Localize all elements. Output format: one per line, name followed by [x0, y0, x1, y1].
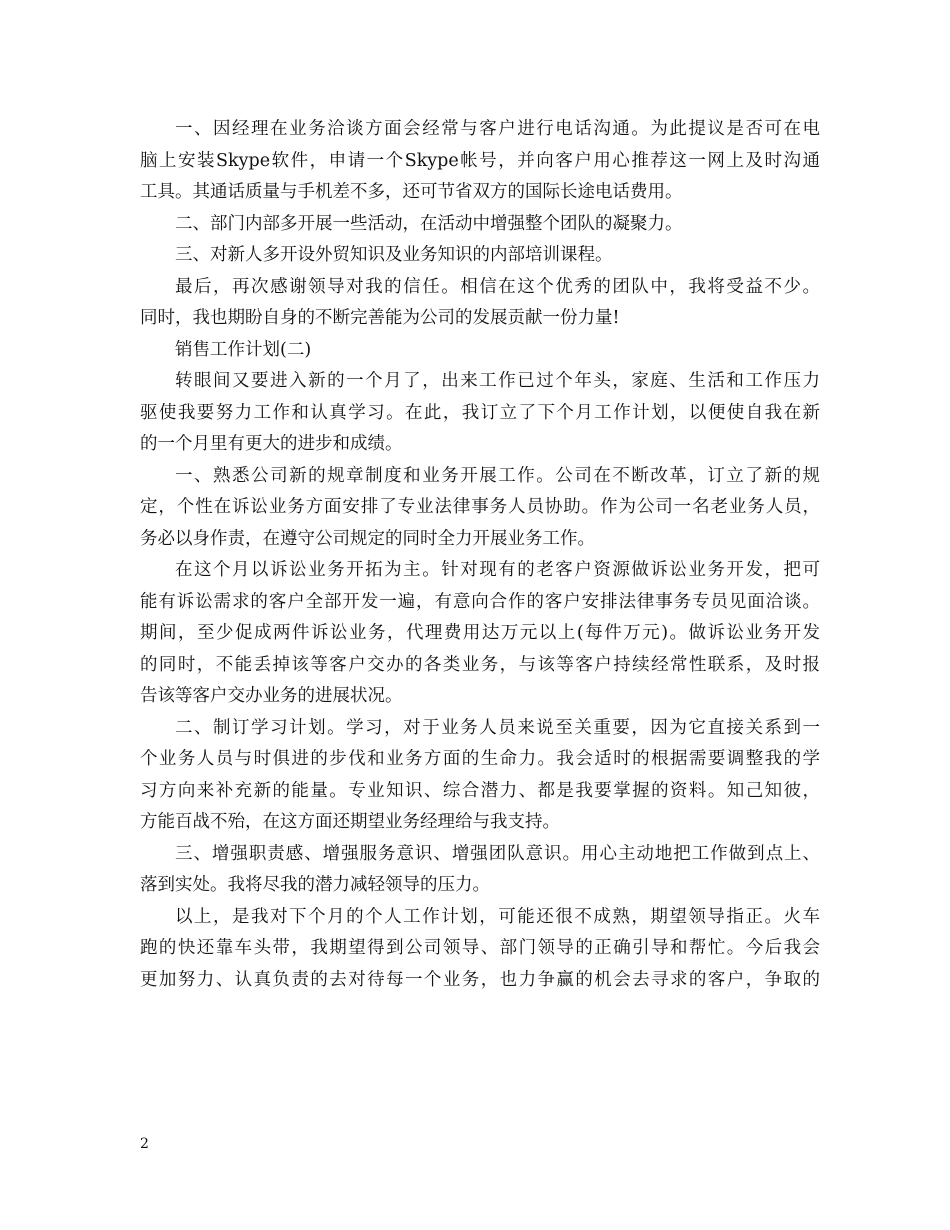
- page-number: 2: [140, 1136, 149, 1152]
- text-line: 在这个月以诉讼业务开拓为主。针对现有的老客户资源做诉讼业务开发，把可: [175, 560, 820, 580]
- text-line: 二、部门内部多开展一些活动，在活动中增强整个团队的凝聚力。: [175, 213, 683, 234]
- text-line: 落到实处。我将尽我的潜力减轻领导的压力。: [140, 875, 490, 895]
- paragraph-training-courses: [140, 240, 820, 272]
- text-line: 能有诉讼需求的客户全部开发一遍，有意向合作的客户安排法律事务专员见面洽谈。: [140, 591, 820, 612]
- paragraph-summary: [140, 902, 820, 997]
- text-line: 期间，至少促成两件诉讼业务，代理费用达万元以上(每件万元)。做诉讼业务开发: [140, 623, 820, 643]
- text-line: 三、对新人多开设外贸知识及业务知识的内部培训课程。: [175, 245, 613, 265]
- document-body: [140, 114, 820, 996]
- paragraph-introduction: [140, 366, 820, 461]
- text-line: 习方向来补充新的能量。专业知识、综合潜力、都是我要掌握的资料。知己知彼，: [140, 780, 820, 801]
- text-line: 二、制订学习计划。学习，对于业务人员来说至关重要，因为它直接关系到一: [175, 717, 820, 738]
- text-line: 的同时，不能丢掉该等客户交办的各类业务，与该等客户持续经常性联系，及时报: [140, 654, 820, 675]
- text-line: 转眼间又要进入新的一个月了，出来工作已过个年头，家庭、生活和工作压力: [175, 371, 820, 391]
- paragraph-company-rules: [140, 461, 820, 556]
- text-line: 的一个月里有更大的进步和成绩。: [140, 434, 403, 454]
- paragraph-study-plan: [140, 713, 820, 839]
- text-line: 脑上安装Skype软件，申请一个Skype帐号，并向客户用心推荐这一网上及时沟通: [140, 150, 820, 171]
- text-line: 个业务人员与时俱进的步伐和业务方面的生命力。我会适时的根据需要调整我的学: [140, 749, 820, 769]
- text-line: 三、增强职责感、增强服务意识、增强团队意识。用心主动地把工作做到点上、: [175, 843, 820, 864]
- paragraph-litigation-business: [140, 555, 820, 713]
- text-line: 同时，我也期盼自身的不断完善能为公司的发展贡献一份力量!: [140, 308, 620, 328]
- text-line: 驱使我要努力工作和认真学习。在此，我订立了下个月工作计划，以便使自我在新: [140, 402, 820, 423]
- text-line: 以上，是我对下个月的个人工作计划，可能还很不成熟，期望领导指正。火车: [175, 906, 820, 927]
- text-line: 定，个性在诉讼业务方面安排了专业法律事务人员协助。作为公司一名老业务人员，: [140, 497, 820, 517]
- heading-line: 销售工作计划(二): [175, 339, 312, 360]
- paragraph-closing-thanks: [140, 272, 820, 335]
- text-line: 一、因经理在业务洽谈方面会经常与客户进行电话沟通。为此提议是否可在电: [175, 119, 820, 139]
- text-line: 告该等客户交办业务的进展状况。: [140, 686, 403, 706]
- paragraph-skype-proposal: [140, 114, 820, 209]
- text-line: 工具。其通话质量与手机差不多，还可节省双方的国际长途电话费用。: [140, 182, 683, 202]
- text-line: 务必以身作责，在遵守公司规定的同时全力开展业务工作。: [140, 528, 595, 549]
- text-line: 跑的快还靠车头带，我期望得到公司领导、部门领导的正确引导和帮忙。今后我会: [140, 938, 820, 958]
- text-line: 最后，再次感谢领导对我的信任。相信在这个优秀的团队中，我将受益不少。: [175, 276, 820, 297]
- text-line: 方能百战不殆，在这方面还期望业务经理给与我支持。: [140, 812, 560, 832]
- paragraph-responsibility: [140, 839, 820, 902]
- text-line: 更加努力、认真负责的去对待每一个业务，也力争赢的机会去寻求的客户，争取的: [140, 969, 820, 990]
- section-heading-sales-plan-2: [140, 335, 820, 367]
- paragraph-team-activities: [140, 209, 820, 241]
- text-line: 一、熟悉公司新的规章制度和业务开展工作。公司在不断改革，订立了新的规: [175, 465, 820, 486]
